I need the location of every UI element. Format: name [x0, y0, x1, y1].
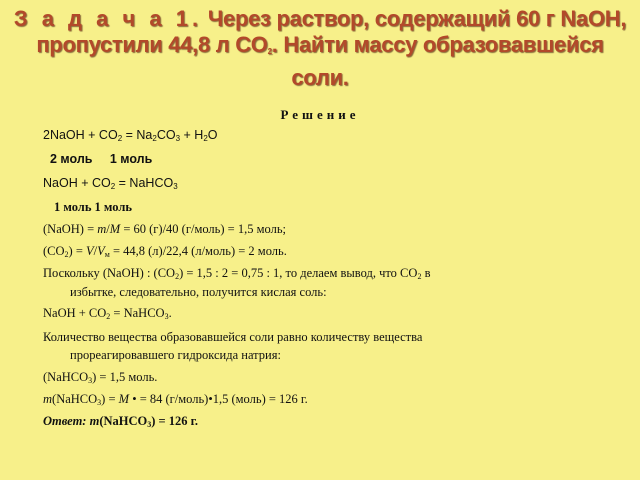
- since-line: Поскольку (NaOH) : $(CO_2) = 1,5$ : 2 = 0,75 : 1, то делаем вывод, что $CO_2$ в: [43, 266, 431, 281]
- solution-heading: Решение: [280, 107, 360, 122]
- result-mass: m(NaHCO$_3$) = M • = 84 (г/моль)•1,5 (моль) = 126 г.: [43, 392, 308, 407]
- task-label: З а д а ч а 1.: [13, 6, 203, 31]
- reaction-equation-3: NaOH + $CO_2$ = NaHCO$_3$.: [43, 306, 172, 321]
- since-line-2: избытке, следовательно, получится кислая соль:: [70, 285, 327, 299]
- answer-label: Ответ:: [43, 414, 90, 428]
- answer-line: Ответ: m(NaHCO$_3$) = 126 г.: [43, 414, 199, 429]
- reaction-equation-2: NaOH + $CO_2$ = NaHCO$_3$: [43, 176, 178, 191]
- moles-line-2: 1 моль 1 моль: [54, 200, 132, 214]
- calc-co2: $(CO_2) = V/V_м = 44,8$ (л)/22,4 (л/моль) = 2 моль.: [43, 244, 287, 259]
- task-title: З а д а ч а 1. Через раствор, содержащий 60 г NaOH, пропустили 44,8 л $CO_2$. Найти массу образовавшейся соли.: [13, 6, 627, 90]
- moles-line-1: 2 моль 1 моль: [50, 152, 153, 166]
- amount-line-1: Количество вещества образовавшейся соли равно количеству вещества: [43, 330, 423, 344]
- calc-naoh: (NaOH) = m/M = 60 (г)/40 (г/моль) = 1,5 моль;: [43, 222, 286, 236]
- reaction-equation-1: 2NaOH + $CO_2 = Na_2CO_3 + H_2O$: [43, 128, 218, 143]
- amount-line-2: прореагировавшего гидроксида натрия:: [70, 348, 281, 362]
- result-amount: (NaHCO$_3$) = 1,5 моль.: [43, 370, 158, 385]
